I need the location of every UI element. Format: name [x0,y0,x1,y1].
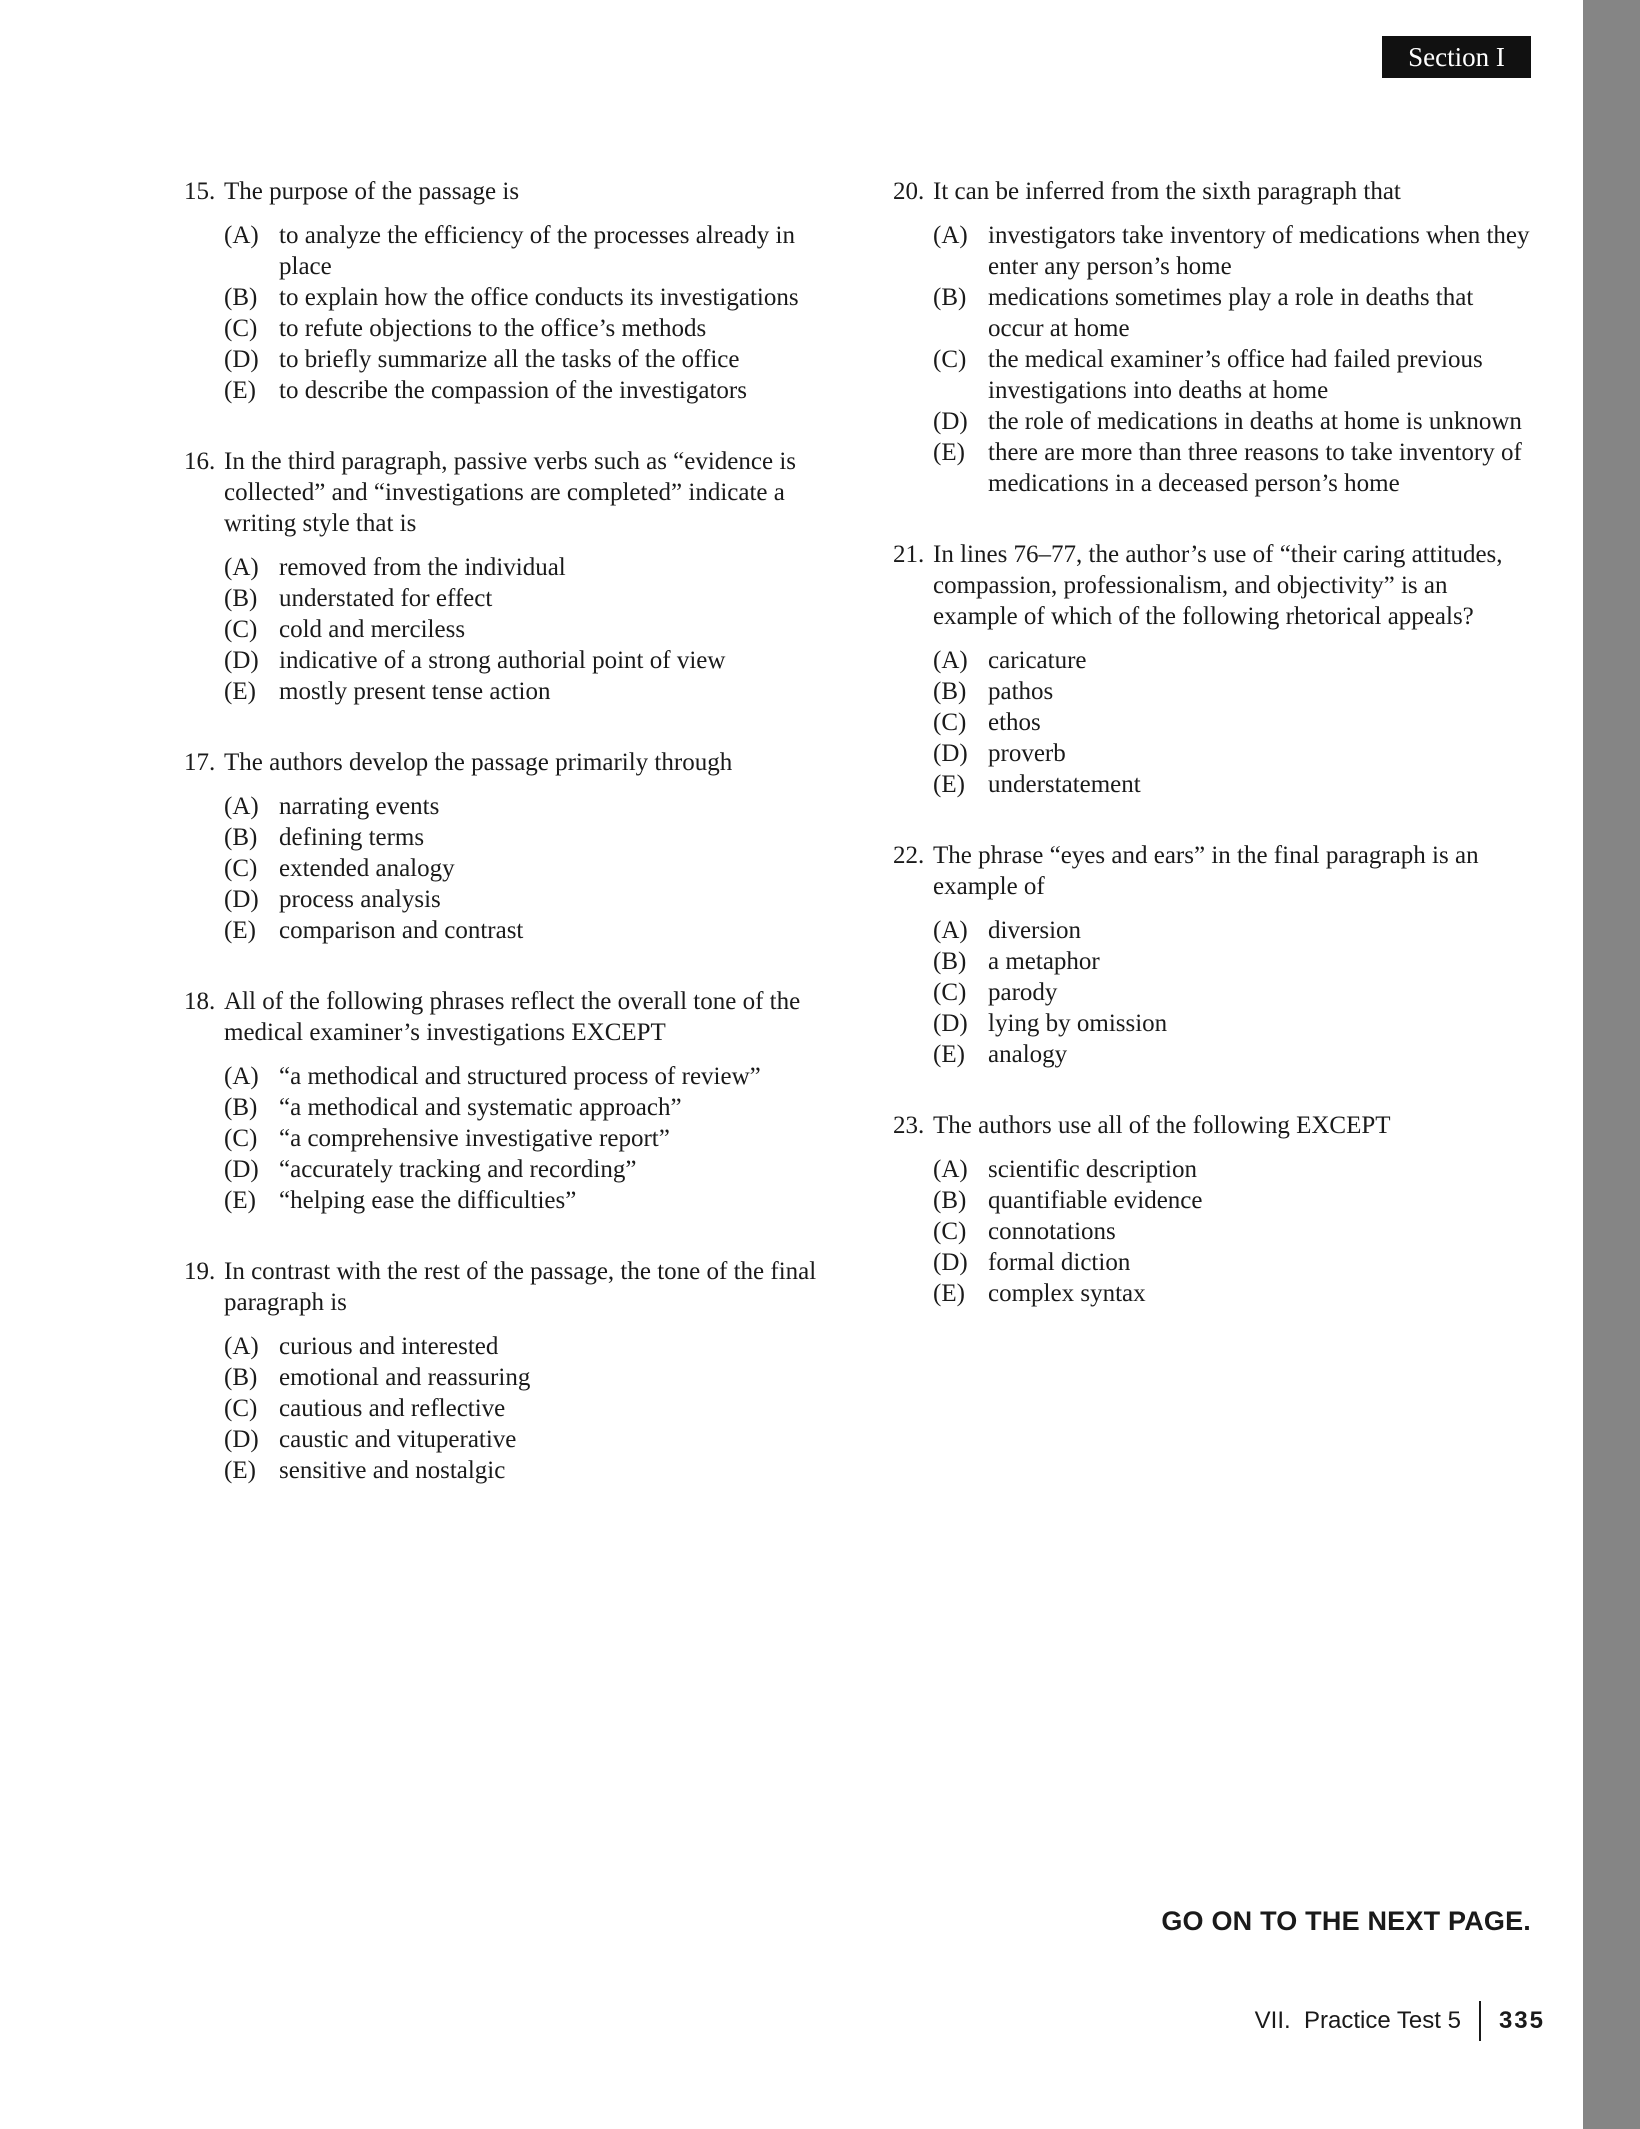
answer-choice [184,282,834,313]
choice-letter: (A) [933,647,968,674]
answer-choice [184,822,834,853]
choice-text: indicative of a strong authorial point of view [279,647,726,674]
choice-text: understated for effect [279,585,493,612]
choice-text: parody [988,979,1058,1006]
question-item [893,176,1533,499]
question-number: 21. [893,541,925,568]
choice-letter: (A) [224,793,259,820]
choice-letter: (C) [933,979,967,1006]
choice-text: formal diction [988,1249,1131,1276]
question-number: 20. [893,178,925,205]
choice-text: there are more than three reasons to take inventory of medications in a deceased person’s home [988,439,1522,497]
answer-choice [893,676,1533,707]
choice-text: diversion [988,917,1082,944]
question-item [893,539,1533,800]
question-text: In contrast with the rest of the passage, the tone of the final paragraph is [224,1258,817,1316]
answer-choice [184,552,834,583]
choice-text: caustic and vituperative [279,1426,517,1453]
choice-text: investigators take inventory of medications when they enter any person’s home [988,222,1530,280]
choice-letter: (D) [224,346,259,373]
answer-choice [184,614,834,645]
question-item [184,176,834,406]
answer-choice [184,1092,834,1123]
question-number: 18. [184,988,216,1015]
choice-text: lying by omission [988,1010,1168,1037]
answer-choice [893,1039,1533,1070]
choice-text: “a methodical and systematic approach” [279,1094,682,1121]
answer-choice [893,645,1533,676]
question-number: 16. [184,448,216,475]
choice-text: removed from the individual [279,554,566,581]
answer-choice [893,282,1533,344]
choice-text: the role of medications in deaths at home is unknown [988,408,1522,435]
right-column [893,176,1533,1349]
choice-text: complex syntax [988,1280,1146,1307]
footer-divider [1479,2001,1481,2041]
choice-letter: (D) [933,408,968,435]
section-badge: Section I [1382,36,1531,78]
page-number: 335 [1498,2007,1545,2034]
answer-choice [184,676,834,707]
choice-letter: (B) [933,678,967,705]
answer-choice [184,791,834,822]
question-item [184,446,834,707]
choice-letter: (A) [224,554,259,581]
go-on-notice: GO ON TO THE NEXT PAGE. [1161,1906,1531,1936]
choice-letter: (B) [224,284,258,311]
choice-text: to analyze the efficiency of the processes already in place [279,222,795,280]
answer-choice [184,313,834,344]
choice-text: connotations [988,1218,1116,1245]
question-stem [184,1256,834,1318]
choice-text: a metaphor [988,948,1100,975]
answer-choice [184,1393,834,1424]
answer-choice [893,1185,1533,1216]
question-text: It can be inferred from the sixth paragraph that [933,178,1401,205]
answer-choice [184,1362,834,1393]
choice-letter: (D) [224,1156,259,1183]
question-item [184,1256,834,1486]
answer-choice [893,344,1533,406]
answer-choice [184,1185,834,1216]
answer-choice [184,645,834,676]
choice-text: “a methodical and structured process of review” [279,1063,761,1090]
answer-choice [893,946,1533,977]
choice-letter: (E) [933,1280,965,1307]
choice-letter: (D) [224,1426,259,1453]
answer-choice [893,1247,1533,1278]
question-number: 22. [893,842,925,869]
choice-letter: (E) [224,678,256,705]
choice-text: scientific description [988,1156,1197,1183]
answer-choice [184,1331,834,1362]
answer-choice [184,1123,834,1154]
answer-choice [893,1008,1533,1039]
choice-letter: (C) [224,315,258,342]
choice-letter: (E) [224,1457,256,1484]
choice-letter: (C) [224,1125,258,1152]
question-item [893,1110,1533,1309]
answer-choice [184,375,834,406]
choice-letter: (D) [224,647,259,674]
question-number: 23. [893,1112,925,1139]
answer-choice [184,583,834,614]
choice-letter: (E) [933,1041,965,1068]
question-item [893,840,1533,1070]
choice-letter: (E) [224,1187,256,1214]
question-text: In lines 76–77, the author’s use of “their caring attitudes, compassion, professionalism, and objectivity” is an example of which of the following rhetorical appeals? [933,541,1503,630]
choice-letter: (C) [224,1395,258,1422]
answer-choice [893,707,1533,738]
choice-text: quantifiable evidence [988,1187,1203,1214]
answer-choice [184,1455,834,1486]
choice-letter: (D) [933,1249,968,1276]
answer-choice [893,1216,1533,1247]
choice-letter: (D) [933,1010,968,1037]
question-stem [184,747,834,778]
choice-letter: (B) [224,1094,258,1121]
choice-text: comparison and contrast [279,917,524,944]
question-stem [893,1110,1533,1141]
choice-text: proverb [988,740,1066,767]
choice-text: mostly present tense action [279,678,551,705]
answer-choice [184,220,834,282]
choice-letter: (B) [933,284,967,311]
choice-text: narrating events [279,793,440,820]
answer-choice [184,1061,834,1092]
choice-letter: (D) [933,740,968,767]
question-stem [893,176,1533,207]
choice-text: extended analogy [279,855,455,882]
page-footer [1255,1998,1545,2044]
choice-letter: (D) [224,886,259,913]
choice-text: cautious and reflective [279,1395,506,1422]
question-stem [184,176,834,207]
question-stem [893,539,1533,632]
question-number: 15. [184,178,216,205]
question-number: 17. [184,749,216,776]
question-text: The authors use all of the following EXCEPT [933,1112,1391,1139]
choice-letter: (B) [933,1187,967,1214]
choice-text: to briefly summarize all the tasks of the office [279,346,740,373]
question-item [184,747,834,946]
choice-text: to explain how the office conducts its investigations [279,284,799,311]
answer-choice [893,1154,1533,1185]
answer-choice [893,220,1533,282]
question-item [184,986,834,1216]
choice-text: emotional and reassuring [279,1364,531,1391]
choice-text: understatement [988,771,1141,798]
choice-text: defining terms [279,824,425,851]
choice-letter: (C) [933,346,967,373]
question-text: The phrase “eyes and ears” in the final paragraph is an example of [933,842,1479,900]
choice-letter: (C) [224,616,258,643]
answer-choice [893,406,1533,437]
choice-text: the medical examiner’s office had failed previous investigations into deaths at home [988,346,1483,404]
choice-text: curious and interested [279,1333,499,1360]
answer-choice [893,915,1533,946]
question-stem [184,986,834,1048]
side-tab-bar [1583,0,1640,2129]
choice-letter: (C) [933,709,967,736]
choice-text: “helping ease the difficulties” [279,1187,577,1214]
choice-letter: (E) [933,771,965,798]
answer-choice [184,915,834,946]
question-stem [893,840,1533,902]
choice-letter: (C) [933,1218,967,1245]
choice-text: pathos [988,678,1054,705]
choice-letter: (A) [933,222,968,249]
choice-text: “a comprehensive investigative report” [279,1125,670,1152]
choice-letter: (A) [933,1156,968,1183]
choice-letter: (E) [933,439,965,466]
answer-choice [184,344,834,375]
choice-text: process analysis [279,886,441,913]
choice-letter: (B) [224,585,258,612]
choice-letter: (A) [224,1333,259,1360]
choice-text: sensitive and nostalgic [279,1457,506,1484]
answer-choice [893,769,1533,800]
question-text: All of the following phrases reflect the overall tone of the medical examiner’s investigations EXCEPT [224,988,801,1046]
choice-letter: (A) [224,1063,259,1090]
answer-choice [184,1154,834,1185]
chapter-label: VII. Practice Test 5 [1254,2007,1461,2034]
choice-text: caricature [988,647,1087,674]
choice-text: to refute objections to the office’s methods [279,315,707,342]
question-stem [184,446,834,539]
question-text: The purpose of the passage is [224,178,520,205]
answer-choice [893,738,1533,769]
choice-text: cold and merciless [279,616,466,643]
answer-choice [893,977,1533,1008]
choice-letter: (B) [224,824,258,851]
choice-letter: (E) [224,917,256,944]
choice-text: to describe the compassion of the investigators [279,377,747,404]
choice-letter: (B) [933,948,967,975]
question-number: 19. [184,1258,216,1285]
question-text: In the third paragraph, passive verbs such as “evidence is collected” and “investigations are completed” indicate a writing style that is [224,448,797,537]
answer-choice [893,1278,1533,1309]
choice-text: analogy [988,1041,1068,1068]
choice-letter: (B) [224,1364,258,1391]
choice-letter: (E) [224,377,256,404]
answer-choice [184,1424,834,1455]
choice-letter: (A) [224,222,259,249]
choice-letter: (C) [224,855,258,882]
answer-choice [184,853,834,884]
question-text: The authors develop the passage primarily through [224,749,733,776]
answer-choice [184,884,834,915]
choice-text: medications sometimes play a role in deaths that occur at home [988,284,1474,342]
choice-text: “accurately tracking and recording” [279,1156,637,1183]
answer-choice [893,437,1533,499]
left-column [184,176,834,1526]
choice-text: ethos [988,709,1041,736]
choice-letter: (A) [933,917,968,944]
